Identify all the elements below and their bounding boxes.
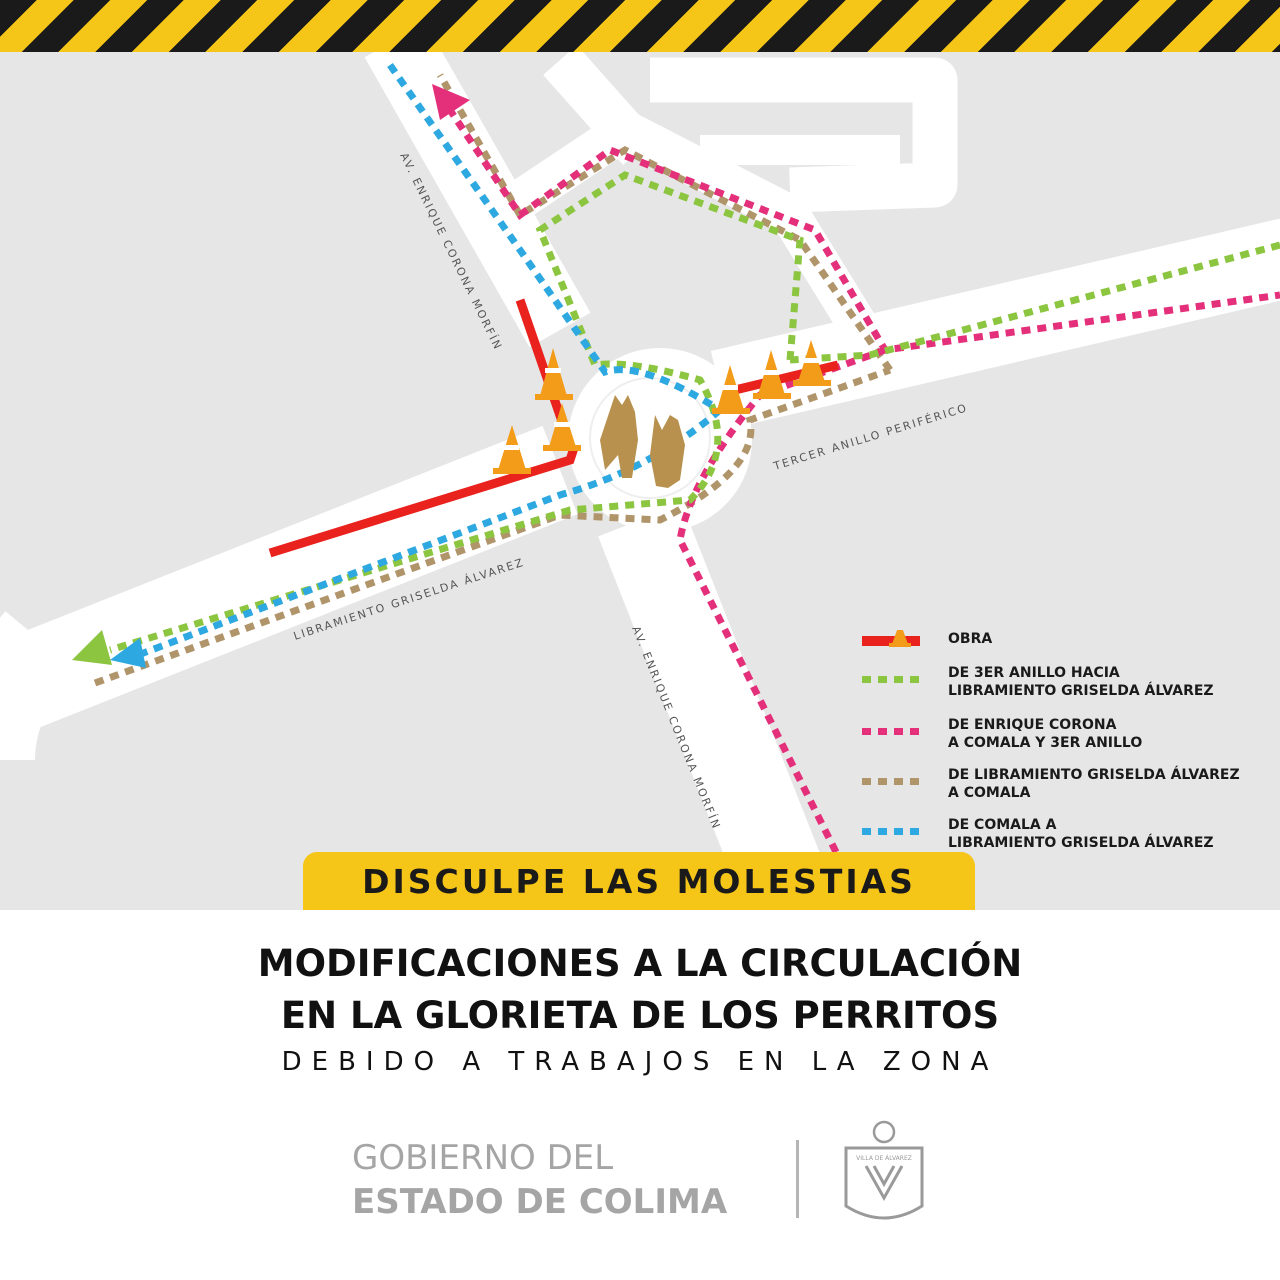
title-line-1: MODIFICACIONES A LA CIRCULACIÓN bbox=[257, 942, 1023, 985]
legend-label: DE LIBRAMIENTO GRISELDA ÁLVAREZ A COMALA bbox=[948, 767, 1240, 801]
apology-banner bbox=[303, 852, 975, 910]
seal-text: VILLA DE ÁLVAREZ bbox=[856, 1155, 912, 1162]
street-label-enrique-north: AV. ENRIQUE CORONA MORFÍN bbox=[397, 150, 505, 353]
legend-label: OBRA bbox=[948, 631, 993, 647]
title-block bbox=[0, 938, 1280, 1082]
route-swatch bbox=[862, 728, 920, 735]
legend-item-route bbox=[862, 767, 1272, 814]
logo-divider bbox=[796, 1140, 799, 1218]
apology-text: DISCULPE LAS MOLESTIAS bbox=[362, 862, 916, 901]
road-neighborhood-1 bbox=[560, 60, 640, 150]
legend-label: DE 3ER ANILLO HACIA LIBRAMIENTO GRISELDA ÁLVAREZ bbox=[948, 665, 1214, 699]
title-line-2: EN LA GLORIETA DE LOS PERRITOS bbox=[280, 994, 1000, 1037]
subtitle: DEBIDO A TRABAJOS EN LA ZONA bbox=[281, 1047, 999, 1077]
route-swatch bbox=[862, 778, 920, 785]
street-label-libramiento: LIBRAMIENTO GRISELDA ÁLVAREZ bbox=[291, 555, 527, 643]
gov-line-2: ESTADO DE COLIMA bbox=[352, 1182, 728, 1222]
legend-label: DE ENRIQUE CORONA A COMALA Y 3ER ANILLO bbox=[948, 717, 1143, 751]
route-swatch bbox=[862, 828, 920, 835]
legend-item-route bbox=[862, 717, 1272, 764]
municipal-seal-icon bbox=[836, 1118, 932, 1234]
legend-item-route bbox=[862, 665, 1272, 712]
intersection-map bbox=[0, 52, 1280, 910]
hazard-stripe-bar bbox=[0, 0, 1280, 52]
government-logo-text bbox=[352, 1136, 727, 1224]
road-west-bend bbox=[0, 640, 40, 760]
street-label-tercer-anillo: TERCER ANILLO PERIFÉRICO bbox=[772, 401, 970, 473]
route-swatch bbox=[862, 676, 920, 683]
street-label-enrique-south: AV. ENRIQUE CORONA MORFÍN bbox=[629, 624, 724, 832]
legend-label: DE COMALA A LIBRAMIENTO GRISELDA ÁLVAREZ bbox=[948, 817, 1214, 851]
road-libramiento bbox=[0, 470, 560, 700]
gov-line-1: GOBIERNO DEL bbox=[352, 1138, 614, 1178]
